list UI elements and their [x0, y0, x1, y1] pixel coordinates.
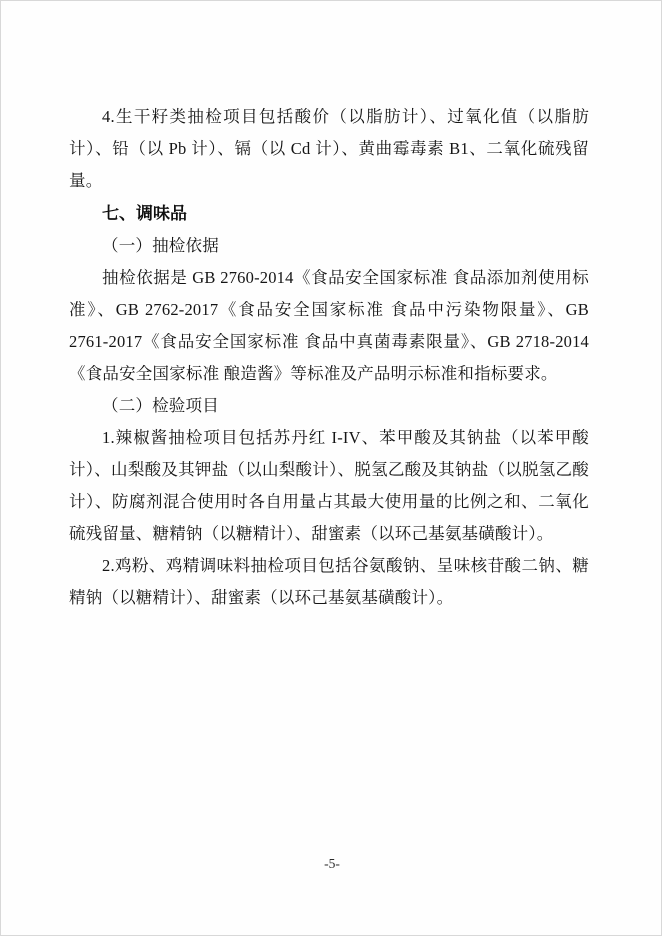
page-body [69, 101, 589, 614]
page-number: -5- [324, 856, 340, 871]
heading-sub-basis: （一）抽检依据 [102, 236, 219, 255]
paragraph-item-1: 1.辣椒酱抽检项目包括苏丹红 I-IV、苯甲酸及其钠盐（以苯甲酸计）、山梨酸及其钾盐（以山梨酸计）、脱氢乙酸及其钠盐（以脱氢乙酸计）、防腐剂混合使用时各自用量占其最大使用量的比例之和、二氧化硫残留量、糖精钠（以糖精计）、甜蜜素（以环己基氨基磺酸计）。 [69, 428, 589, 543]
paragraph-seed-items: 4.生干籽类抽检项目包括酸价（以脂肪计）、过氧化值（以脂肪计）、铅（以 Pb 计）、镉（以 Cd 计）、黄曲霉毒素 B1、二氧化硫残留量。 [69, 107, 589, 190]
heading-section-seven: 七、调味品 [102, 204, 187, 223]
heading-sub-items: （二）检验项目 [102, 396, 219, 415]
paragraph-basis-body: 抽检依据是 GB 2760-2014《食品安全国家标准 食品添加剂使用标准》、GB 2762-2017《食品安全国家标准 食品中污染物限量》、GB 2761-2017《食品安全国家标准 食品中真菌毒素限量》、GB 2718-2014《食品安全国家标准 酿造酱》等标准及产品明示标准和指标要求。 [69, 268, 589, 383]
paragraph-item-2: 2.鸡粉、鸡精调味料抽检项目包括谷氨酸钠、呈味核苷酸二钠、糖精钠（以糖精计）、甜蜜素（以环己基氨基磺酸计）。 [69, 556, 589, 607]
